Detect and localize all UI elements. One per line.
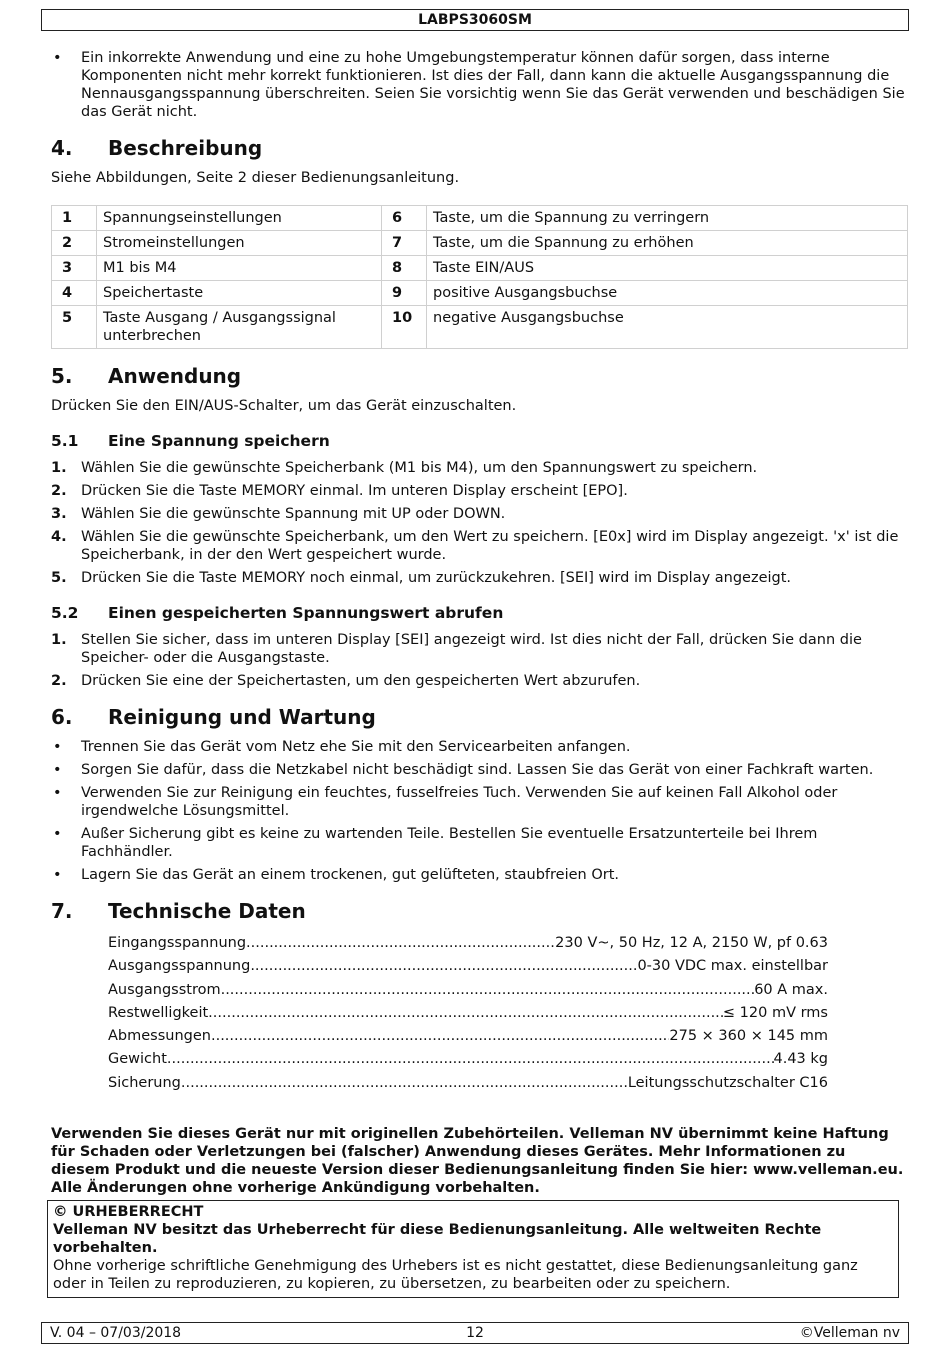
item-label: Taste EIN/AUS: [427, 256, 908, 281]
subsection-title: Einen gespeicherten Spannungswert abrufen: [108, 604, 504, 622]
spec-label: Gewicht: [108, 1051, 167, 1068]
spec-row: [108, 979, 828, 1002]
section-heading: [51, 898, 908, 924]
step-text: Stellen Sie sicher, dass im unteren Display [SEI] angezeigt wird. Ist dies nicht der Fall, drücken Sie dann die Speicher- oder die Ausgangstaste.: [81, 632, 862, 666]
subsection-heading: [51, 603, 908, 623]
section-heading: [51, 704, 908, 730]
item-number: 8: [382, 256, 427, 281]
step-text: Drücken Sie die Taste MEMORY noch einmal, um zurückzukehren. [SEI] wird im Display angezeigt.: [81, 570, 792, 586]
description-table: [51, 205, 908, 349]
item-number: 5: [52, 306, 97, 349]
subsection-number: 5.1: [51, 432, 79, 450]
spec-row: [108, 1048, 828, 1071]
step-number: 2.: [51, 483, 67, 499]
spec-row: [108, 955, 828, 978]
step-text: Drücken Sie die Taste MEMORY einmal. Im unteren Display erscheint [EPO].: [81, 483, 628, 499]
spec-list: [108, 932, 828, 1095]
brand-copyright: ©Velleman nv: [799, 1325, 900, 1341]
page-header: [41, 9, 909, 31]
item-number: 4: [52, 281, 97, 306]
spec-value: 4.43 kg: [773, 1051, 828, 1068]
list-item: [51, 459, 908, 477]
item-label: M1 bis M4: [97, 256, 382, 281]
dot-leader: [246, 932, 555, 955]
section-number: 6.: [51, 705, 73, 729]
copyright-title: © URHEBERRECHT: [53, 1204, 204, 1220]
paragraph: Siehe Abbildungen, Seite 2 dieser Bedienungsanleitung.: [51, 170, 460, 186]
step-number: 1.: [51, 632, 67, 648]
section-title: Anwendung: [108, 364, 242, 388]
spec-row: [108, 1025, 828, 1048]
section-heading: [51, 135, 908, 161]
step-number: 5.: [51, 570, 67, 586]
table-row: [52, 281, 908, 306]
spec-label: Ausgangsspannung: [108, 958, 251, 975]
item-number: 1: [52, 206, 97, 231]
step-number: 3.: [51, 506, 67, 522]
page-footer: [41, 1322, 909, 1344]
copyright-box: [47, 1200, 899, 1298]
version-date: V. 04 – 07/03/2018: [50, 1325, 182, 1341]
spec-row: [108, 932, 828, 955]
copyright-text: Ohne vorherige schriftliche Genehmigung des Urhebers ist es nicht gestattet, diese Bedienungsanleitung ganz oder in Teilen zu reproduzieren, zu kopieren, zu übersetzen, zu bearbeiten oder zu speichern.: [53, 1258, 858, 1292]
numbered-steps-list: [51, 459, 908, 587]
item-number: 9: [382, 281, 427, 306]
table-row: [52, 256, 908, 281]
dot-leader: [167, 1048, 774, 1071]
step-number: 2.: [51, 673, 67, 689]
dot-leader: [181, 1072, 628, 1095]
item-label: Taste, um die Spannung zu erhöhen: [427, 231, 908, 256]
list-item: • Außer Sicherung gibt es keine zu wartenden Teile. Bestellen Sie eventuelle Ersatzunterteile bei Ihrem Fachhändler.: [51, 825, 908, 861]
item-label: Stromeinstellungen: [97, 231, 382, 256]
table-row: [52, 206, 908, 231]
item-label: Speichertaste: [97, 281, 382, 306]
step-text: Wählen Sie die gewünschte Speicherbank (M1 bis M4), um den Spannungswert zu speichern.: [81, 460, 758, 476]
item-label: Taste Ausgang / Ausgangssignal unterbrechen: [97, 306, 382, 349]
item-number: 6: [382, 206, 427, 231]
disclaimer-text: Verwenden Sie dieses Gerät nur mit originellen Zubehörteilen. Velleman NV übernimmt keine Haftung für Schaden oder Verletzungen bei (falscher) Anwendung dieses Gerätes. Mehr Informationen zu diesem Produkt und die neueste Version dieser Bedienungsanleitung finden Sie hier: www.velleman.eu. Alle Änderungen ohne vorherige Ankündigung vorbehalten.: [51, 1126, 904, 1197]
intro-bullet-list: [51, 49, 908, 121]
section-heading: [51, 363, 908, 389]
spec-value: 230 V~, 50 Hz, 12 A, 2150 W, pf 0.63: [555, 935, 828, 951]
step-number: 1.: [51, 460, 67, 476]
dot-leader: [211, 1025, 669, 1048]
section-title: Beschreibung: [108, 136, 263, 160]
list-item: • Trennen Sie das Gerät vom Netz ehe Sie mit den Servicearbeiten anfangen.: [51, 738, 908, 756]
list-item: • Ein inkorrekte Anwendung und eine zu hohe Umgebungstemperatur können dafür sorgen, dass interne Komponenten nicht mehr korrekt funktionieren. Ist dies der Fall, dann kann die aktuelle Ausgangsspannung die Nennausgangsspannung überschreiten. Seien Sie vorsichtig wenn Sie das Gerät verwenden und beschädigen Sie das Gerät nicht.: [51, 49, 908, 121]
spec-value: Leitungsschutzschalter C16: [627, 1074, 828, 1091]
subsection-title: Eine Spannung speichern: [108, 432, 330, 450]
step-text: Wählen Sie die gewünschte Spannung mit UP oder DOWN.: [81, 506, 506, 522]
section-title: Technische Daten: [108, 899, 306, 923]
table-row: [52, 306, 908, 349]
spec-row: [108, 1002, 828, 1025]
list-item: • Verwenden Sie zur Reinigung ein feuchtes, fusselfreies Tuch. Verwenden Sie auf keinen Fall Alkohol oder irgendwelche Lösungsmittel.: [51, 784, 908, 820]
section-number: 5.: [51, 364, 73, 388]
spec-value: 275 × 360 × 145 mm: [669, 1028, 828, 1045]
dot-leader: [208, 1002, 723, 1025]
list-item: [51, 569, 908, 587]
spec-value: ≤ 120 mV rms: [722, 1004, 828, 1021]
spec-value: 0-30 VDC max. einstellbar: [637, 958, 828, 975]
spec-label: Eingangsspannung: [108, 935, 247, 951]
spec-label: Ausgangsstrom: [108, 981, 221, 998]
list-item: • Sorgen Sie dafür, dass die Netzkabel nicht beschädigt sind. Lassen Sie das Gerät von einer Fachkraft warten.: [51, 761, 908, 779]
maintenance-bullet-list: [51, 738, 908, 884]
spec-label: Restwelligkeit: [108, 1004, 209, 1021]
spec-label: Sicherung: [108, 1074, 181, 1091]
paragraph: Drücken Sie den EIN/AUS-Schalter, um das Gerät einzuschalten.: [51, 398, 517, 414]
item-label: positive Ausgangsbuchse: [427, 281, 908, 306]
list-item: [51, 528, 908, 564]
spec-value: 60 A max.: [754, 981, 828, 998]
item-number: 10: [382, 306, 427, 349]
subsection-heading: [51, 431, 908, 451]
item-label: negative Ausgangsbuchse: [427, 306, 908, 349]
item-label: Spannungseinstellungen: [97, 206, 382, 231]
page-number: 12: [466, 1325, 484, 1341]
numbered-steps-list: [51, 631, 908, 690]
model-title: LABPS3060SM: [418, 12, 532, 28]
list-item: [51, 672, 908, 690]
item-label: Taste, um die Spannung zu verringern: [427, 206, 908, 231]
section-title: Reinigung und Wartung: [108, 705, 376, 729]
section-number: 4.: [51, 136, 73, 160]
list-item: [51, 631, 908, 667]
step-text: Drücken Sie eine der Speichertasten, um den gespeicherten Wert abzurufen.: [81, 673, 641, 689]
list-item: [51, 505, 908, 523]
item-number: 7: [382, 231, 427, 256]
step-text: Wählen Sie die gewünschte Speicherbank, um den Wert zu speichern. [E0x] wird im Display angezeigt. 'x' ist die Speicherbank, in der den Wert gespeichert wurde.: [81, 529, 899, 563]
item-number: 3: [52, 256, 97, 281]
spec-row: [108, 1072, 828, 1095]
step-number: 4.: [51, 529, 67, 545]
list-item: • Lagern Sie das Gerät an einem trockenen, gut gelüfteten, staubfreien Ort.: [51, 866, 908, 884]
list-item: [51, 482, 908, 500]
dot-leader: [221, 979, 755, 1002]
item-number: 2: [52, 231, 97, 256]
subsection-number: 5.2: [51, 604, 79, 622]
dot-leader: [250, 955, 637, 978]
document-body: [51, 49, 908, 1197]
copyright-bold-line: Velleman NV besitzt das Urheberrecht für diese Bedienungsanleitung. Alle weltweiten Rechte vorbehalten.: [53, 1222, 822, 1256]
table-row: [52, 231, 908, 256]
spec-label: Abmessungen: [108, 1028, 211, 1045]
section-number: 7.: [51, 899, 73, 923]
